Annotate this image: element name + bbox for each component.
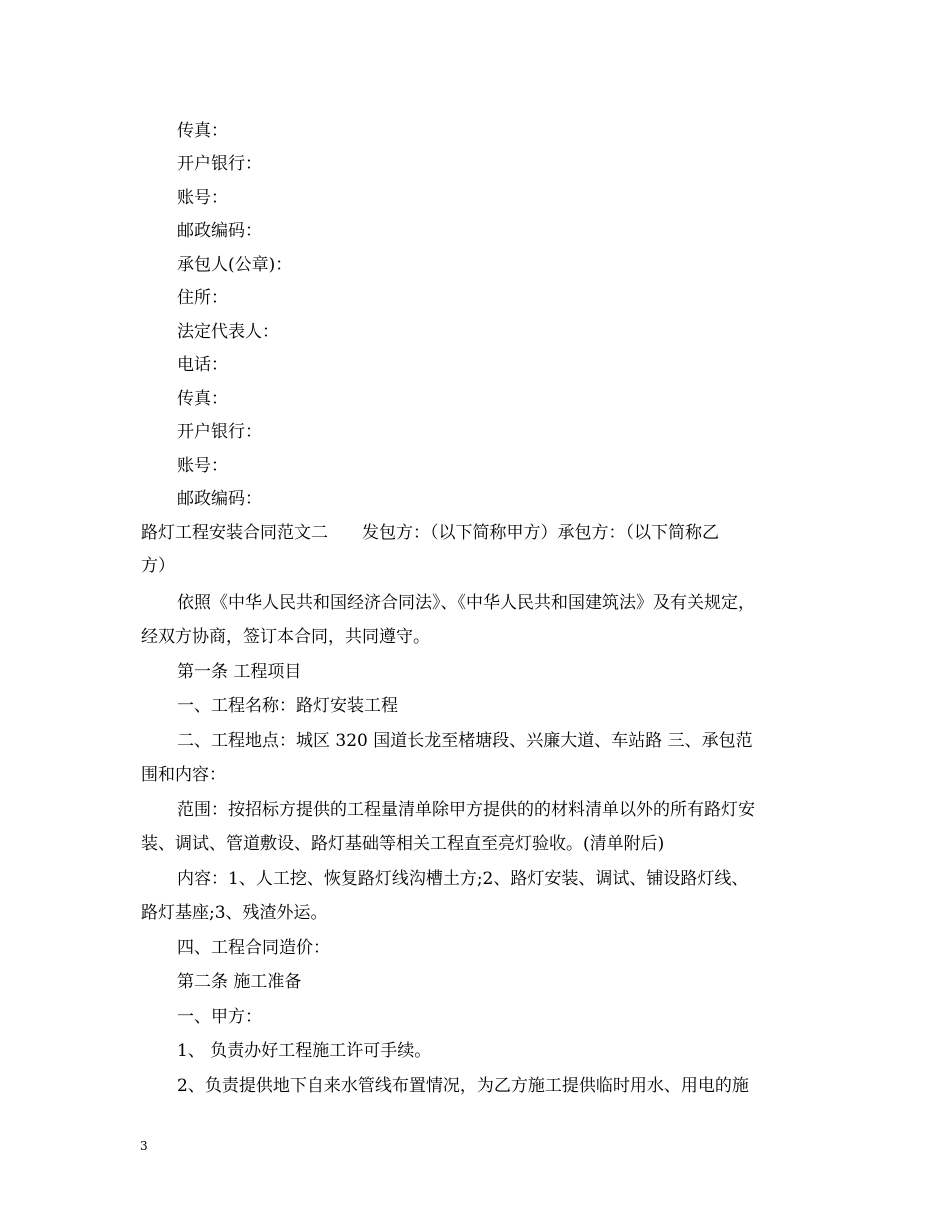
legal-rep-label: 法定代表人： (177, 322, 279, 342)
account-label-1: 账号： (177, 188, 228, 208)
project-name: 一、工程名称：路灯安装工程 (177, 696, 398, 716)
party-a-heading: 一、甲方： (177, 1007, 262, 1027)
page-number: 3 (140, 1139, 148, 1153)
article-2-heading: 第二条 施工准备 (177, 972, 302, 992)
address-label: 住所： (177, 288, 228, 308)
preamble-line-1: 依照《中华人民共和国经济合同法》、《中华人民共和国建筑法》及有关规定， (177, 593, 755, 613)
content-line-2: 路灯基座;3、残渣外运。 (141, 903, 328, 923)
preamble-line-2: 经双方协商，签订本合同，共同遵守。 (141, 627, 430, 647)
fax-label-2: 传真： (177, 389, 228, 409)
fax-label-1: 传真： (177, 121, 228, 141)
bank-label-1: 开户银行： (177, 154, 262, 174)
contract-title-cont: 方） (141, 556, 175, 576)
content-line-1: 内容：1、人工挖、恢复路灯线沟槽土方;2、路灯安装、调试、铺设路灯线、 (177, 869, 749, 889)
postcode-label-1: 邮政编码： (177, 221, 262, 241)
account-label-2: 账号： (177, 456, 228, 476)
party-a-item-1: 1、 负责办好工程施工许可手续。 (177, 1041, 432, 1061)
phone-label: 电话： (177, 355, 228, 375)
project-location-line-1: 二、工程地点：城区 320 国道长龙至楮塘段、兴廉大道、车站路 三、承包范 (177, 731, 753, 751)
contract-price: 四、工程合同造价： (177, 938, 330, 958)
contractor-seal-label: 承包人(公章)： (177, 255, 293, 275)
postcode-label-2: 邮政编码： (177, 489, 262, 509)
article-1-heading: 第一条 工程项目 (177, 662, 302, 682)
project-location-line-2: 围和内容： (141, 765, 226, 785)
scope-line-1: 范围：按招标方提供的工程量清单除甲方提供的的材料清单以外的所有路灯安 (177, 800, 755, 820)
bank-label-2: 开户银行： (177, 422, 262, 442)
party-a-item-2: 2、负责提供地下自来水管线布置情况，为乙方施工提供临时用水、用电的施 (177, 1076, 749, 1096)
contract-title-line: 路灯工程安装合同范文二 发包方：（以下简称甲方）承包方：（以下简称乙 (141, 523, 719, 543)
scope-line-2: 装、调试、管道敷设、路灯基础等相关工程直至亮灯验收。(清单附后) (141, 834, 665, 854)
